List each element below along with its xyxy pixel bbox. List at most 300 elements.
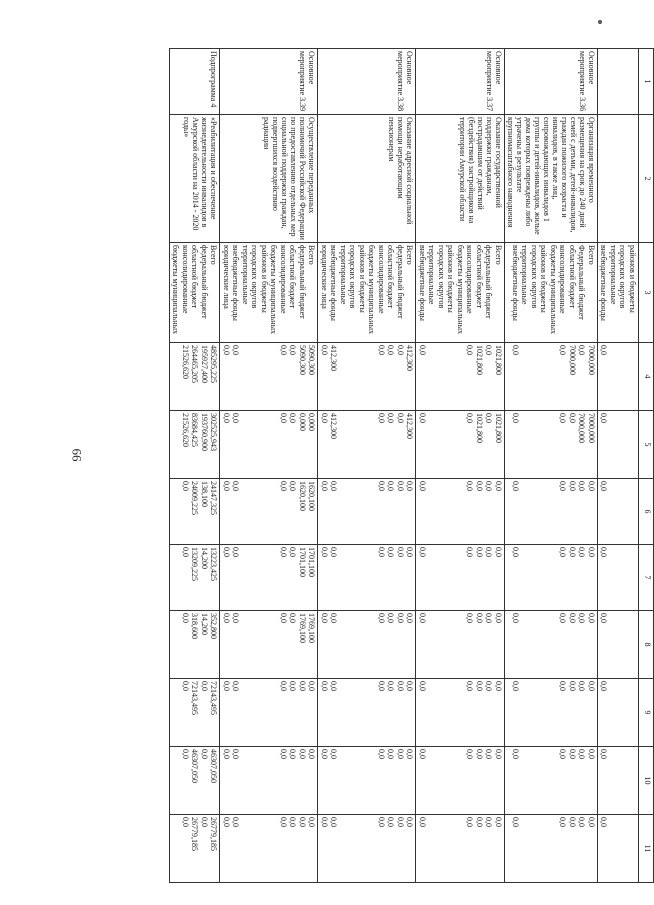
value-cell: 0,0: [511, 413, 520, 423]
value-cell: [456, 547, 466, 608]
value-cell: 0,0: [377, 481, 386, 491]
value-cell: [446, 817, 456, 880]
column-header-11: 11: [639, 815, 654, 883]
value-cell: [456, 749, 466, 812]
value-cell: [171, 547, 181, 608]
value-cell: [427, 681, 437, 744]
value-cell: [609, 681, 619, 744]
value-cell: 0,0: [377, 817, 386, 827]
value-cell: 0,0: [558, 547, 568, 557]
cell-line: городских округов: [348, 245, 358, 309]
value-cell: [427, 547, 437, 608]
value-cell: 485295,225: [209, 345, 219, 383]
cell-line: консолидированные: [465, 245, 475, 314]
value-cell: 352,800: [209, 613, 219, 639]
measure-description-cell: Оказание государственной поддержки гражданам, пострадавшим от действий (бездействия) застройщиков на территории Амурской области: [416, 115, 505, 243]
value-cell: 318,600: [190, 613, 200, 639]
value-cell: [348, 345, 358, 408]
value-cell: [367, 681, 377, 744]
column-header-7: 7: [639, 545, 654, 611]
value-cell: 0,0: [587, 749, 596, 759]
value-cell: 1021,800: [475, 413, 484, 443]
value-cell: 0,0: [231, 681, 241, 691]
value-cell: 0,0: [577, 345, 587, 355]
value-cell: 0,0: [599, 817, 609, 827]
value-cell: [628, 413, 638, 476]
value-cell: 0,0: [386, 345, 396, 355]
cell-line: областной бюджет: [568, 245, 577, 309]
value-cell: 0,0: [465, 681, 475, 691]
program-row: [318, 49, 416, 883]
value-column-10: [598, 747, 639, 815]
value-cell: 0,0: [279, 345, 288, 355]
value-cell: [171, 817, 181, 880]
value-cell: 13209,225: [190, 547, 200, 581]
value-cell: [618, 817, 628, 880]
value-cell: [446, 345, 456, 408]
value-cell: [260, 345, 270, 408]
value-cell: 24147,325: [209, 481, 219, 515]
value-cell: 0,0: [587, 613, 596, 623]
value-cell: 21526,620: [181, 345, 190, 379]
value-cell: 0,0: [307, 749, 317, 759]
value-cell: 0,0: [484, 345, 494, 355]
value-cell: 0,0: [231, 413, 241, 423]
cell-line: бюджеты муниципальных: [549, 245, 558, 334]
value-cell: 26779,185: [209, 817, 219, 851]
value-cell: 0,0: [405, 749, 415, 759]
value-cell: [358, 481, 368, 542]
value-column-10: [416, 747, 505, 815]
value-cell: 0,0: [288, 413, 298, 423]
value-cell: [539, 547, 549, 608]
value-cell: [269, 481, 279, 542]
value-cell: 1769,100: [307, 613, 317, 643]
value-cell: [549, 681, 559, 744]
value-cell: 0,0: [568, 681, 577, 691]
value-cell: 0,0: [329, 481, 339, 491]
value-cell: 0,0: [288, 547, 298, 557]
value-cell: [530, 817, 540, 880]
cell-line: федеральный бюджет: [484, 245, 494, 319]
value-cell: [250, 681, 260, 744]
cell-line: внебюджетные фонды: [599, 245, 609, 321]
value-cell: 0,0: [396, 413, 405, 423]
value-cell: [269, 345, 279, 408]
value-column-6: [318, 479, 416, 545]
value-cell: [427, 749, 437, 812]
cell-line: территориальные: [241, 245, 250, 305]
value-cell: 0,0: [222, 413, 231, 423]
value-cell: 0,0: [279, 613, 288, 623]
value-column-6: [170, 479, 221, 545]
cell-line: бюджеты муниципальных: [456, 245, 465, 334]
value-cell: 0,0: [599, 481, 609, 491]
value-cell: 0,0: [558, 613, 568, 623]
cell-line: внебюджетные фонды: [329, 245, 339, 321]
cell-line: консолидированные: [558, 245, 568, 314]
value-column-7: [598, 545, 639, 611]
value-cell: [269, 413, 279, 476]
value-cell: [241, 749, 251, 812]
value-cell: [241, 413, 251, 476]
value-cell: [437, 749, 447, 812]
page-number: 66: [69, 448, 85, 462]
value-cell: 0,0: [465, 345, 475, 355]
value-cell: 0,0: [484, 413, 494, 423]
value-cell: 412,300: [405, 413, 415, 439]
value-cell: [549, 481, 559, 542]
cell-line: федеральный бюджет: [200, 245, 209, 319]
value-column-4: [220, 343, 318, 411]
value-cell: 0,0: [181, 547, 190, 557]
value-cell: 0,0: [386, 613, 396, 623]
value-cell: 0,0: [568, 547, 577, 557]
value-cell: [618, 481, 628, 542]
cell-line: Всего: [494, 245, 503, 265]
value-cell: 1701,100: [298, 547, 307, 577]
value-cell: 0,0: [465, 817, 475, 827]
value-cell: 0,0: [405, 481, 415, 491]
value-cell: 0,0: [475, 749, 484, 759]
value-cell: 0,0: [320, 749, 329, 759]
value-cell: [549, 345, 559, 408]
cell-line: городских округов: [618, 245, 628, 309]
value-cell: [358, 613, 368, 676]
value-cell: 24009,225: [190, 481, 200, 515]
value-cell: 0,0: [329, 613, 339, 623]
value-cell: [339, 681, 349, 744]
value-cell: 0,0: [279, 681, 288, 691]
value-column-5: [598, 411, 639, 479]
value-cell: [367, 817, 377, 880]
cell-line: территориальные: [427, 245, 437, 305]
value-cell: [618, 613, 628, 676]
value-column-11: [220, 815, 318, 883]
column-header-10: 10: [639, 747, 654, 815]
cell-line: районов и бюджеты: [358, 245, 367, 313]
value-cell: [609, 817, 619, 880]
value-cell: 0,0: [181, 749, 190, 759]
value-column-11: [416, 815, 505, 883]
value-cell: [520, 413, 530, 476]
value-cell: 0,0: [511, 547, 520, 557]
value-cell: 0,0: [511, 345, 520, 355]
value-cell: [367, 547, 377, 608]
value-cell: 0,0: [484, 817, 494, 827]
value-cell: 0,0: [386, 749, 396, 759]
value-cell: 0,0: [396, 613, 405, 623]
source-cell: [318, 243, 416, 343]
cell-line: Всего: [209, 245, 219, 265]
value-cell: [628, 345, 638, 408]
value-cell: 0,0: [418, 481, 427, 491]
value-column-11: [170, 815, 221, 883]
value-cell: [628, 481, 638, 542]
value-cell: 0,0: [599, 613, 609, 623]
value-column-10: [220, 747, 318, 815]
value-cell: [609, 345, 619, 408]
value-column-8: [220, 611, 318, 679]
value-column-7: [220, 545, 318, 611]
value-cell: 0,0: [377, 613, 386, 623]
value-cell: 0,0: [475, 547, 484, 557]
value-cell: 7000,000: [568, 345, 577, 375]
value-cell: 0,0: [418, 345, 427, 355]
cell-line: бюджеты муниципальных: [171, 245, 181, 334]
value-cell: [446, 681, 456, 744]
value-column-9: [416, 679, 505, 747]
value-cell: 0,0: [577, 613, 587, 623]
value-cell: [339, 817, 349, 880]
value-cell: 21526,620: [181, 413, 190, 447]
value-cell: 1021,800: [494, 345, 503, 375]
value-cell: 0,0: [231, 345, 241, 355]
value-cell: [358, 547, 368, 608]
value-cell: 0,0: [418, 413, 427, 423]
value-cell: 0,0: [320, 681, 329, 691]
value-cell: 72143,495: [209, 681, 219, 715]
value-cell: 0,0: [200, 817, 209, 827]
value-cell: 0,0: [465, 481, 475, 491]
measure-description-cell: Организация временного размещения на срок до 240 дней семей с детьми, детей-инвалидов, граждан пожилого возраста и инвалидов, в также лиц, сопровождающих инвалидов 1 группы и детей-инвалидов, жилые дома которых повреждены либо утрачены в результате крупномасштабного наводнения: [505, 115, 598, 243]
cell-line: федеральный бюджет: [396, 245, 405, 319]
cell-line: городских округов: [530, 245, 539, 309]
value-cell: 83684,425: [190, 413, 200, 447]
value-cell: 0,0: [396, 345, 405, 355]
value-cell: [427, 817, 437, 880]
value-cell: [260, 547, 270, 608]
column-header-8: 8: [639, 611, 654, 679]
value-cell: [609, 613, 619, 676]
cell-line: областной бюджет: [190, 245, 200, 309]
value-column-6: [416, 479, 505, 545]
value-cell: [339, 749, 349, 812]
cell-line: Федеральный бюджет: [577, 245, 587, 320]
value-cell: 264465,205: [190, 345, 200, 383]
measure-name-cell: Основное мероприятие 3.36: [505, 49, 598, 115]
value-cell: [260, 413, 270, 476]
value-cell: 195927,400: [200, 345, 209, 383]
value-cell: [171, 681, 181, 744]
value-cell: 0,0: [568, 817, 577, 827]
value-cell: 0,0: [279, 817, 288, 827]
empty-cell: [598, 49, 639, 115]
value-cell: 0,0: [222, 749, 231, 759]
value-cell: 0,0: [386, 817, 396, 827]
value-cell: 0,0: [231, 481, 241, 491]
value-cell: 0,0: [511, 817, 520, 827]
program-row: [505, 49, 598, 883]
continuation-row: [598, 49, 639, 883]
value-cell: [456, 817, 466, 880]
value-cell: [348, 613, 358, 676]
value-cell: [609, 749, 619, 812]
value-cell: 0,0: [484, 481, 494, 491]
value-column-11: [505, 815, 598, 883]
value-cell: 1620,100: [307, 481, 317, 511]
value-cell: 0,000: [307, 413, 317, 431]
value-cell: [348, 681, 358, 744]
value-cell: 0,0: [279, 547, 288, 557]
value-column-7: [416, 545, 505, 611]
value-cell: 0,0: [288, 749, 298, 759]
value-cell: 0,0: [386, 413, 396, 423]
value-cell: 0,0: [587, 547, 596, 557]
value-cell: [530, 413, 540, 476]
value-cell: 0,0: [181, 613, 190, 623]
value-cell: [171, 749, 181, 812]
value-cell: [250, 613, 260, 676]
column-header-2: 2: [639, 115, 654, 243]
cell-line: консолидированные: [377, 245, 386, 314]
empty-cell: [598, 115, 639, 243]
value-column-4: [598, 343, 639, 411]
value-cell: 0,0: [298, 681, 307, 691]
value-cell: 46307,050: [209, 749, 219, 783]
value-cell: 0,0: [396, 817, 405, 827]
value-cell: [628, 749, 638, 812]
value-cell: 138,100: [200, 481, 209, 507]
value-cell: 0,0: [181, 681, 190, 691]
value-cell: 0,0: [231, 817, 241, 827]
value-cell: 14,200: [200, 547, 209, 569]
value-cell: [358, 681, 368, 744]
value-column-5: [505, 411, 598, 479]
value-cell: 0,0: [320, 345, 329, 355]
value-cell: 0,0: [599, 345, 609, 355]
value-cell: 0,0: [494, 817, 503, 827]
value-cell: 0,0: [320, 817, 329, 827]
value-column-6: [505, 479, 598, 545]
value-cell: 0,0: [494, 613, 503, 623]
table-body: [170, 49, 639, 883]
program-row: [416, 49, 505, 883]
value-cell: 0,0: [405, 613, 415, 623]
value-cell: [456, 681, 466, 744]
value-cell: 0,0: [320, 481, 329, 491]
value-cell: 0,0: [279, 413, 288, 423]
value-cell: 0,0: [599, 681, 609, 691]
value-cell: 0,0: [386, 681, 396, 691]
value-column-10: [505, 747, 598, 815]
value-column-4: [505, 343, 598, 411]
value-cell: [348, 817, 358, 880]
value-cell: 0,0: [377, 547, 386, 557]
value-cell: 0,0: [558, 345, 568, 355]
value-cell: [339, 481, 349, 542]
program-row: [170, 49, 221, 883]
value-cell: 0,0: [418, 749, 427, 759]
value-cell: [171, 613, 181, 676]
value-cell: 5090,300: [307, 345, 317, 375]
value-column-10: [318, 747, 416, 815]
value-cell: 0,0: [405, 547, 415, 557]
value-cell: [456, 345, 466, 408]
value-cell: 0,0: [577, 681, 587, 691]
column-header-4: 4: [639, 343, 654, 411]
value-cell: 0,0: [568, 413, 577, 423]
value-cell: [549, 817, 559, 880]
value-cell: 7000,000: [587, 345, 596, 375]
value-cell: 0,0: [494, 681, 503, 691]
value-cell: 0,0: [558, 749, 568, 759]
value-cell: [260, 749, 270, 812]
cell-line: внебюджетные фонды: [511, 245, 520, 321]
source-cell: [598, 243, 639, 343]
value-cell: [539, 413, 549, 476]
value-cell: [367, 345, 377, 408]
value-cell: [618, 413, 628, 476]
value-cell: 0,0: [222, 613, 231, 623]
value-column-9: [318, 679, 416, 747]
value-cell: 0,0: [320, 413, 329, 423]
measure-name-cell: Основное мероприятие 3.38: [318, 49, 416, 115]
value-cell: 302525,943: [209, 413, 219, 451]
value-cell: 1021,800: [494, 413, 503, 443]
value-column-11: [598, 815, 639, 883]
value-cell: 0,0: [288, 345, 298, 355]
value-cell: [628, 817, 638, 880]
value-cell: [530, 547, 540, 608]
value-cell: 0,0: [418, 613, 427, 623]
value-cell: [269, 681, 279, 744]
value-column-9: [220, 679, 318, 747]
value-cell: 0,0: [587, 817, 596, 827]
cell-line: территориальные: [609, 245, 618, 305]
value-cell: 0,0: [396, 681, 405, 691]
cell-line: Всего: [307, 245, 317, 265]
value-cell: [358, 749, 368, 812]
value-cell: 0,0: [288, 613, 298, 623]
value-cell: [549, 547, 559, 608]
value-cell: [549, 749, 559, 812]
value-cell: 0,0: [465, 547, 475, 557]
value-cell: [241, 481, 251, 542]
value-column-10: [170, 747, 221, 815]
column-header-6: 6: [639, 479, 654, 545]
value-cell: [339, 547, 349, 608]
source-cell: [220, 243, 318, 343]
value-column-8: [170, 611, 221, 679]
value-cell: 0,0: [587, 681, 596, 691]
value-cell: 0,0: [377, 345, 386, 355]
value-cell: [530, 749, 540, 812]
value-cell: 0,0: [418, 817, 427, 827]
value-cell: 72143,495: [190, 681, 200, 715]
value-cell: 0,0: [475, 481, 484, 491]
value-cell: [348, 749, 358, 812]
value-cell: [241, 613, 251, 676]
cell-line: территориальные: [339, 245, 348, 305]
value-cell: 0,0: [377, 749, 386, 759]
measure-description-cell: «Реабилитация и обеспечение жизнедеятельности инвалидов в Амурской области на 2014 - 2020 годы»: [170, 115, 221, 243]
cell-line: федеральный бюджет: [298, 245, 307, 319]
cell-line: городских округов: [250, 245, 260, 309]
value-column-9: [170, 679, 221, 747]
value-cell: [456, 481, 466, 542]
value-cell: [250, 413, 260, 476]
value-cell: 0,0: [568, 613, 577, 623]
value-cell: 0,0: [484, 547, 494, 557]
value-cell: 0,0: [222, 817, 231, 827]
value-cell: [367, 481, 377, 542]
value-cell: [241, 547, 251, 608]
value-cell: [171, 413, 181, 476]
value-cell: 0,0: [298, 817, 307, 827]
value-cell: 0,000: [298, 413, 307, 431]
value-cell: 0,0: [418, 547, 427, 557]
